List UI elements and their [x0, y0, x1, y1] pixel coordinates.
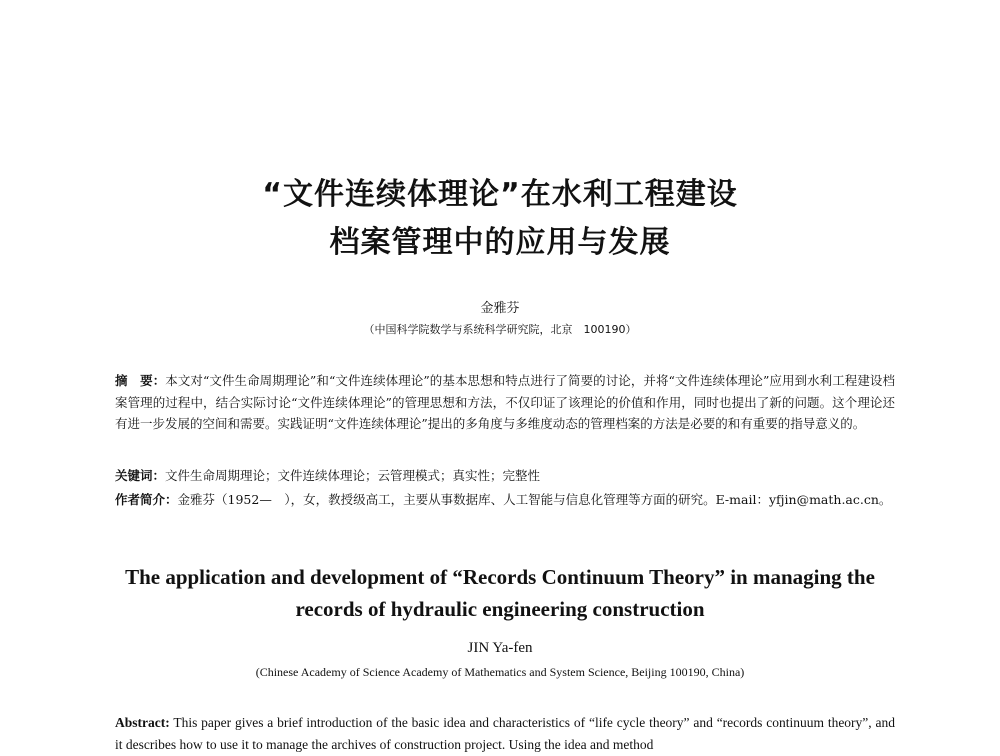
- english-abstract-label: Abstract:: [115, 715, 170, 730]
- english-abstract-text: This paper gives a brief introduction of the basic idea and characteristics of “life cycle theory” and “records continuum theory”, and it describes how to use it to manage the archives of construction project. Using the idea and method: [115, 715, 895, 752]
- chinese-bio-text: 金雅芬（1952— ），女，教授级高工，主要从事数据库、人工智能与信息化管理等方面的研究。E-mail：yfjin@math.ac.cn。: [177, 492, 892, 507]
- chinese-title-line-2: 档案管理中的应用与发展: [329, 225, 671, 260]
- english-author: JIN Ya-fen: [467, 640, 533, 656]
- english-title-line-2: records of hydraulic engineering construction: [295, 597, 705, 621]
- english-title-line-1: The application and development of “Records Continuum Theory” in managing the: [125, 565, 875, 589]
- chinese-keywords: [115, 465, 895, 487]
- chinese-abstract-text: 本文对“文件生命周期理论”和“文件连续体理论”的基本思想和特点进行了简要的讨论，并将“文件连续体理论”应用到水利工程建设档案管理的过程中，结合实际讨论“文件连续体理论”的管理思想和方法，不仅印证了该理论的价值和作用，同时也提出了新的问题。这个理论还有进一步发展的空间和需要。实践证明“文件连续体理论”提出的多角度与多维度动态的管理档案的方法是必要的和有重要的指导意义的。: [115, 373, 895, 431]
- chinese-keywords-label: 关键词：: [115, 468, 166, 483]
- chinese-author-bio: [115, 489, 895, 511]
- chinese-author: 金雅芬: [480, 301, 520, 316]
- chinese-abstract: [115, 370, 895, 435]
- chinese-affiliation: （中国科学院数学与系统科学研究院，北京 100190）: [363, 323, 637, 336]
- chinese-keywords-text: 文件生命周期理论；文件连续体理论；云管理模式；真实性；完整性: [165, 468, 541, 483]
- english-affiliation: (Chinese Academy of Science Academy of Mathematics and System Science, Beijing 100190, China): [255, 665, 745, 679]
- chinese-abstract-label: 摘 要：: [115, 373, 166, 388]
- chinese-bio-label: 作者简介：: [115, 492, 178, 507]
- chinese-title-line-1: “文件连续体理论”在水利工程建设: [262, 177, 738, 212]
- english-abstract: [115, 712, 895, 756]
